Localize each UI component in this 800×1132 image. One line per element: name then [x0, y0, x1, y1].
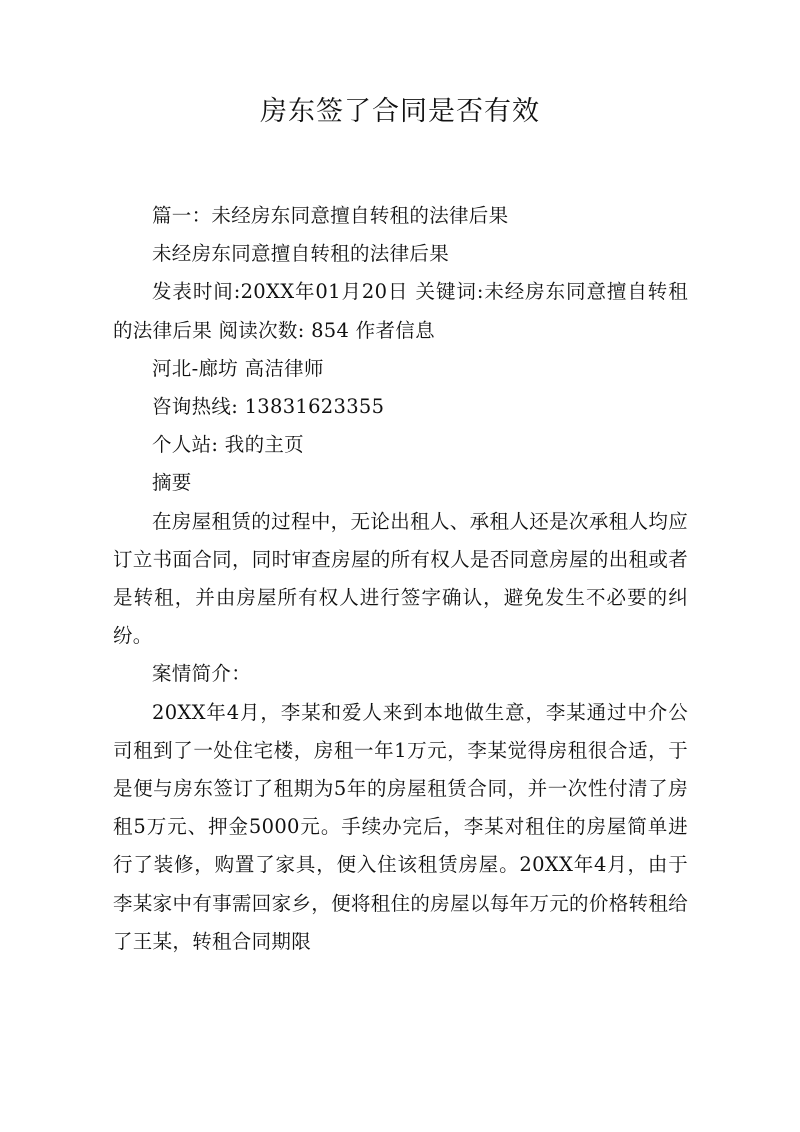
paragraph-abstract-text: 在房屋租赁的过程中，无论出租人、承租人还是次承租人均应订立书面合同，同时审查房屋的所有权人是否同意房屋的出租或者是转租，并由房屋所有权人进行签字确认，避免发生不必要的纠纷。 — [113, 509, 688, 648]
paragraph-case-heading: 案情简介： — [152, 662, 252, 686]
paragraph-chapter-heading: 篇一：未经房东同意擅自转租的法律后果 — [152, 204, 509, 227]
paragraph-personal-site: 个人站: 我的主页 — [152, 433, 304, 457]
paragraph-abstract-heading: 摘要 — [152, 471, 192, 495]
paragraph-article-title: 未经房东同意擅自转租的法律后果 — [152, 242, 450, 266]
paragraph-case-text: 20XX年4月，李某和爱人来到本地做生意，李某通过中介公司租到了一处住宅楼，房租一年1万元，李某觉得房租很合适，于是便与房东签订了租期为5年的房屋租赁合同，并一次性付清了房租5万元、押金5000元。手续办完后，李某对租住的房屋简单进行了装修，购置了家具，便入住该租赁房屋。20XX年4月，由于李某家中有事需回家乡，便将租住的房屋以每年万元的价格转租给了王某，转租合同期限 — [113, 700, 688, 953]
paragraph-hotline: 咨询热线: 13831623355 — [152, 395, 385, 419]
paragraph-publish-info: 发表时间:20XX年01月20日 关键词:未经房东同意擅自转租的法律后果 阅读次数: 854 作者信息 — [113, 280, 688, 342]
document-title: 房东签了合同是否有效 — [260, 96, 540, 127]
document-body — [113, 197, 688, 961]
paragraph-author-location: 河北-廊坊 高洁律师 — [152, 356, 324, 380]
